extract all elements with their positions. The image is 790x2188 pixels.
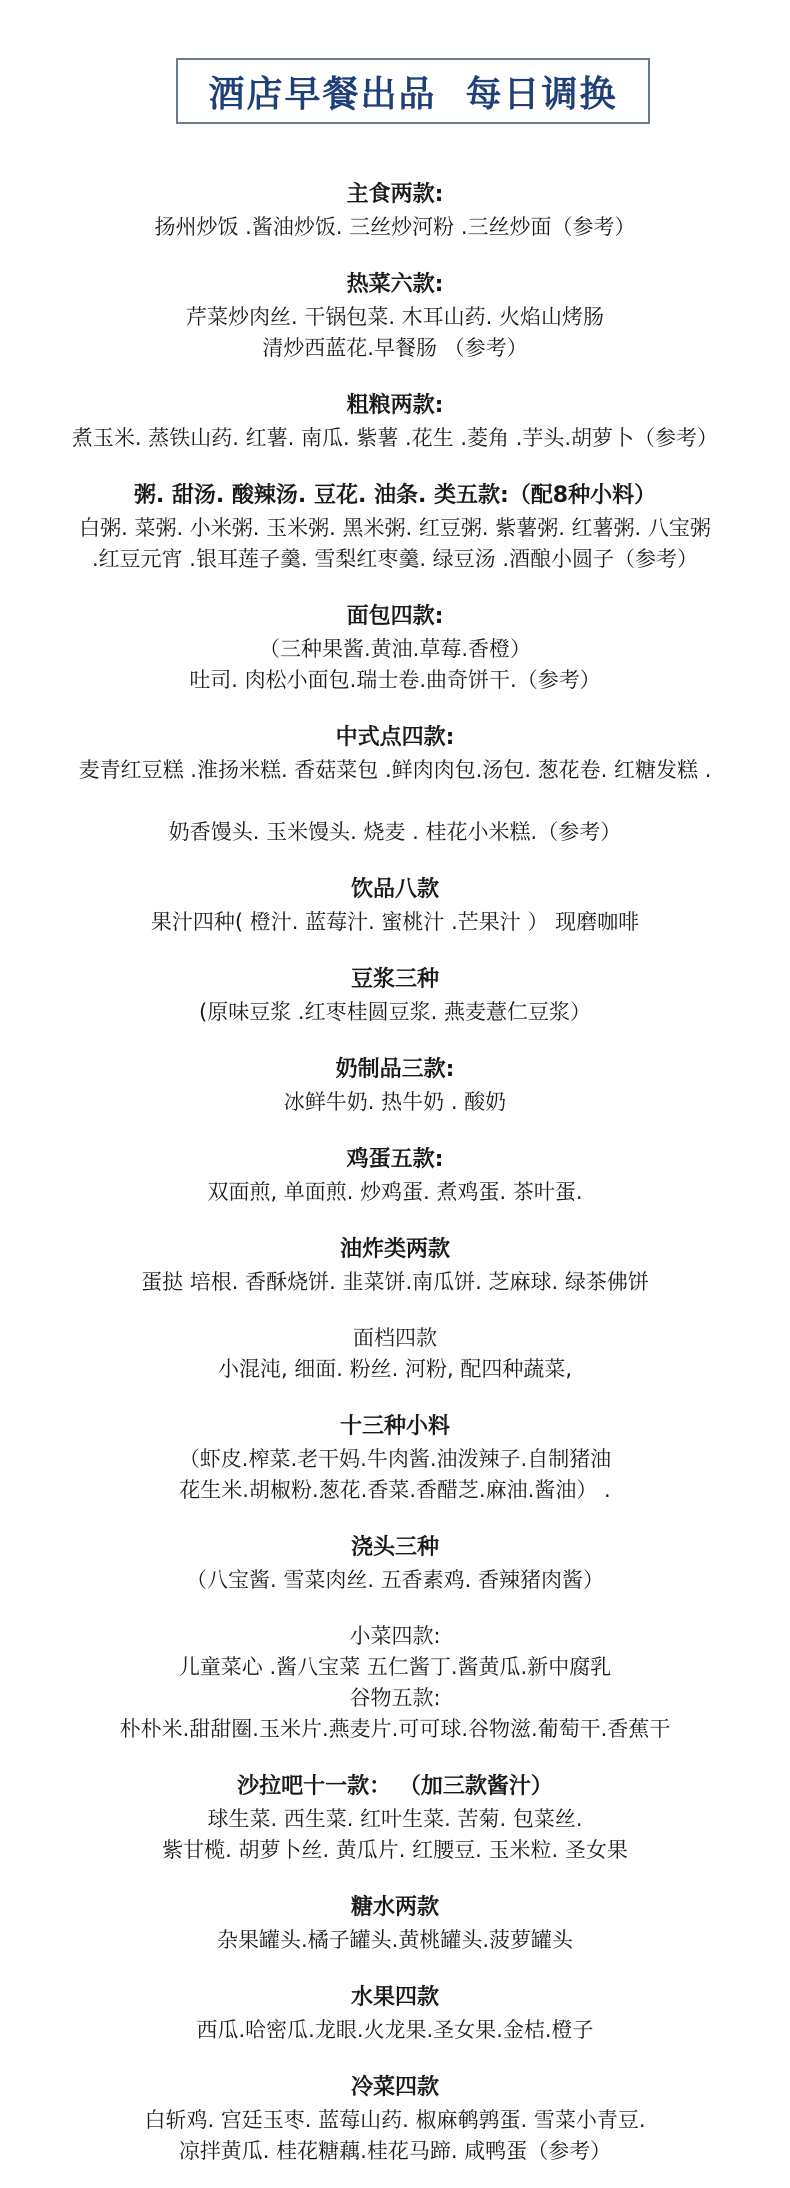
section-heading: 粗粮两款: [346, 393, 444, 418]
section-line: (原味豆浆 .红枣桂圆豆浆. 燕麦薏仁豆浆） [199, 1000, 591, 1024]
section-gap [0, 1596, 790, 1621]
section-heading: 十三种小料 [339, 1414, 450, 1439]
menu-section [0, 873, 790, 938]
section-line: （三种果酱.黄油.草莓.香橙） [258, 637, 532, 661]
section-line: 小菜四款: [349, 1624, 441, 1648]
section-line: 西瓜.哈密瓜.龙眼.火龙果.圣女果.金桔.橙子 [196, 2018, 594, 2042]
section-line: 果汁四种( 橙汁. 蓝莓汁. 蜜桃汁 .芒果汁 ） 现磨咖啡 [150, 910, 640, 934]
section-heading: 粥. 甜汤. 酸辣汤. 豆花. 油条. 类五款:（配8种小料） [133, 483, 657, 508]
menu-section [0, 1233, 790, 1298]
section-line: 奶香馒头. 玉米馒头. 烧麦 . 桂花小米糕.（参考） [168, 820, 622, 844]
section-gap [0, 575, 790, 600]
section-heading: 冷菜四款 [350, 2075, 439, 2100]
menu-section [0, 1531, 790, 1596]
section-heading: 面包四款: [346, 604, 444, 629]
section-heading: 鸡蛋五款: [346, 1147, 444, 1172]
section-gap [0, 938, 790, 963]
section-gap [0, 1745, 790, 1770]
section-heading: 奶制品三款: [335, 1057, 455, 1082]
section-heading: 油炸类两款 [339, 1237, 450, 1262]
section-heading: 中式点四款: [335, 725, 455, 750]
section-line: 芹菜炒肉丝. 干锅包菜. 木耳山药. 火焰山烤肠 [185, 305, 605, 329]
section-gap [0, 1866, 790, 1891]
menu-section [0, 268, 790, 364]
section-line: 小混沌, 细面. 粉丝. 河粉, 配四种蔬菜, [217, 1357, 573, 1381]
menu-section [0, 2071, 790, 2167]
menu-section [0, 1770, 790, 1866]
section-line: 冰鲜牛奶. 热牛奶 . 酸奶 [283, 1090, 507, 1114]
section-line: 凉拌黄瓜. 桂花糖藕.桂花马蹄. 咸鸭蛋（参考） [178, 2139, 612, 2163]
section-line: 杂果罐头.橘子罐头.黄桃罐头.菠萝罐头 [216, 1928, 574, 1952]
section-line: 煮玉米. 蒸铁山药. 红薯. 南瓜. 紫薯 .花生 .菱角 .芋头.胡萝卜（参考） [71, 426, 719, 450]
section-gap [0, 1956, 790, 1981]
menu-section [0, 1053, 790, 1118]
section-gap [0, 243, 790, 268]
section-heading: 沙拉吧十一款： （加三款酱汁） [237, 1774, 553, 1799]
section-heading: 豆浆三种 [350, 967, 439, 992]
section-gap [0, 1298, 790, 1323]
section-line: 面档四款 [353, 1326, 437, 1350]
title-box [176, 58, 650, 124]
menu-section [0, 1981, 790, 2046]
section-line: 蛋挞 培根. 香酥烧饼. 韭菜饼.南瓜饼. 芝麻球. 绿茶佛饼 [141, 1270, 649, 1294]
menu-section [0, 1621, 790, 1745]
section-line: 球生菜. 西生菜. 红叶生菜. 苦菊. 包菜丝. [207, 1807, 583, 1831]
section-heading: 热菜六款: [346, 272, 444, 297]
section-gap [0, 1028, 790, 1053]
menu-content [0, 178, 790, 2167]
section-line: 吐司. 肉松小面包.瑞士卷.曲奇饼干.（参考） [189, 668, 601, 692]
section-line: 白粥. 菜粥. 小米粥. 玉米粥. 黑米粥. 红豆粥. 紫薯粥. 红薯粥. 八宝粥 [79, 516, 711, 540]
section-gap [0, 848, 790, 873]
section-line: 儿童菜心 .酱八宝菜 五仁酱丁.酱黄瓜.新中腐乳 [178, 1655, 612, 1679]
menu-section [0, 600, 790, 696]
section-heading: 浇头三种 [350, 1535, 439, 1560]
menu-section [0, 479, 790, 575]
section-heading: 主食两款: [346, 182, 444, 207]
section-gap [0, 364, 790, 389]
section-line: .红豆元宵 .银耳莲子羹. 雪梨红枣羹. 绿豆汤 .酒酿小圆子（参考） [91, 547, 699, 571]
section-line: 扬州炒饭 .酱油炒饭. 三丝炒河粉 .三丝炒面（参考） [154, 215, 636, 239]
section-gap [0, 1506, 790, 1531]
section-line: 清炒西蓝花.早餐肠 （参考） [262, 336, 528, 360]
menu-section [0, 1143, 790, 1208]
section-gap [0, 1118, 790, 1143]
section-line: 朴朴米.甜甜圈.玉米片.燕麦片.可可球.谷物滋.葡萄干.香蕉干 [119, 1717, 671, 1741]
section-line: 白斩鸡. 宫廷玉枣. 蓝莓山药. 椒麻鹌鹑蛋. 雪菜小青豆. [144, 2108, 646, 2132]
section-gap [0, 696, 790, 721]
section-gap [0, 1208, 790, 1233]
section-line: 双面煎, 单面煎. 炒鸡蛋. 煮鸡蛋. 茶叶蛋. [207, 1180, 583, 1204]
section-line: 谷物五款: [349, 1686, 441, 1710]
menu-section [0, 1323, 790, 1385]
menu-section [0, 1891, 790, 1956]
section-gap [0, 2046, 790, 2071]
section-heading: 糖水两款 [350, 1895, 439, 1920]
section-line [0, 786, 790, 817]
menu-section [0, 389, 790, 454]
section-line: 紫甘榄. 胡萝卜丝. 黄瓜片. 红腰豆. 玉米粒. 圣女果 [162, 1838, 628, 1862]
section-heading: 饮品八款 [350, 877, 439, 902]
menu-section [0, 963, 790, 1028]
section-gap [0, 1385, 790, 1410]
page-title: 酒店早餐出品 每日调换 [208, 73, 618, 115]
section-line: 麦青红豆糕 .淮扬米糕. 香菇菜包 .鲜肉肉包.汤包. 葱花卷. 红糖发糕 . [78, 758, 712, 782]
section-line: 花生米.胡椒粉.葱花.香菜.香醋芝.麻油.酱油） . [179, 1478, 611, 1502]
menu-section [0, 1410, 790, 1506]
section-heading: 水果四款 [350, 1985, 439, 2010]
section-line: （虾皮.榨菜.老干妈.牛肉酱.油泼辣子.自制猪油 [178, 1447, 612, 1471]
section-gap [0, 454, 790, 479]
menu-section [0, 721, 790, 848]
section-line: （八宝酱. 雪菜肉丝. 五香素鸡. 香辣猪肉酱） [185, 1568, 605, 1592]
menu-section [0, 178, 790, 243]
